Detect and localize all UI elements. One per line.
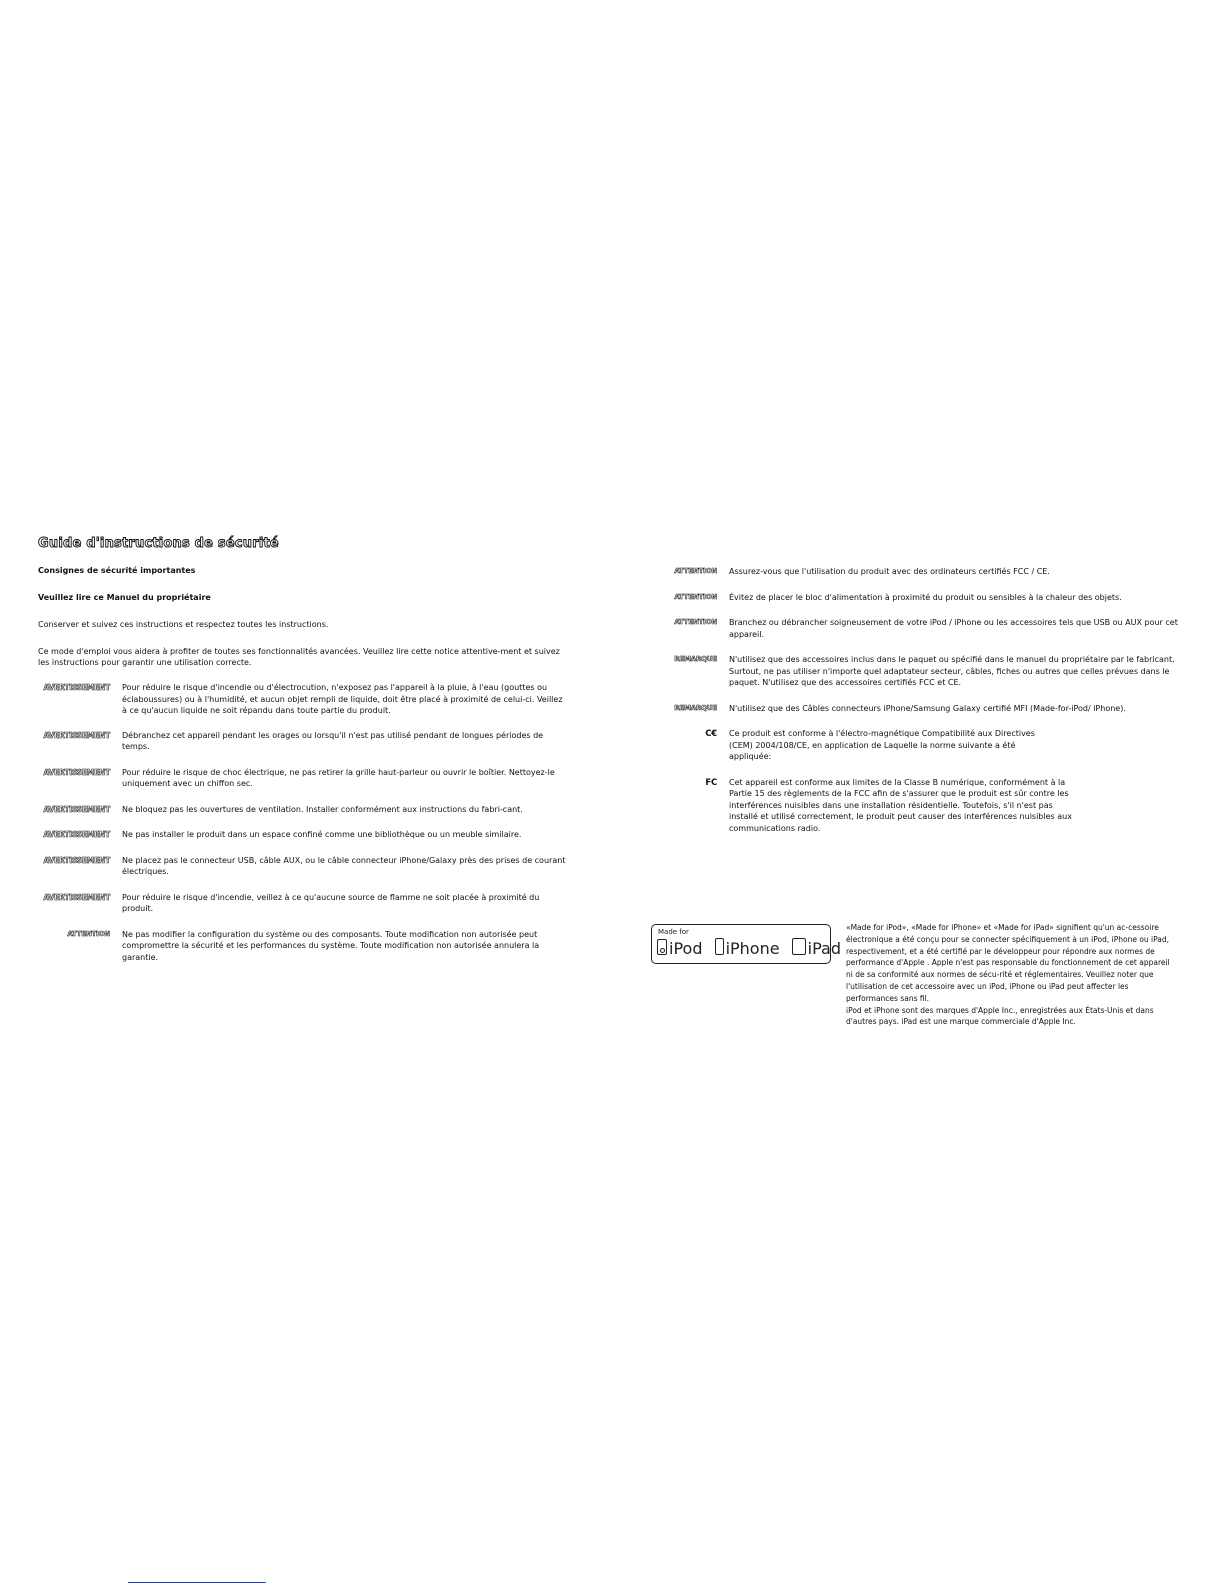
fcc-compliance-text: Cet appareil est conforme aux limites de la Classe B numérique, conformément à la Partie 15 des règlements de la FCC afin de s'assurer que le produit est sûr contre les interférences nuisibles dans une installation résidentielle. Toutefois, s'il n'est pas installé et utilisé correctement, le produit peut causer des interférences nuisibles aux communications radio. bbox=[729, 777, 1072, 833]
fcc-mark-icon: FC bbox=[705, 777, 717, 788]
mfi-paragraph: «Made for iPod», «Made for iPhone» et «Made for iPad» signifient qu'un ac-cessoire électronique a été conçu pour se connecter spécifiquement à un iPod, iPhone ou iPad, respectivement, et a été certifié par le développeur pour répondre aux normes de performance d'Apple . Apple n'est pas responsable du fonctionnement de cet appareil ni de sa conformité aux normes de sécu-rité et réglementaires. Veuillez noter que l'utilisation de cet accessoire avec un iPod, iPhone ou iPad peut affecter les performances sans fil. bbox=[846, 923, 1170, 1003]
attention-text: Branchez ou débrancher soigneusement de votre iPod / iPhone ou les accessoires tels que USB ou AUX pour cet appareil. bbox=[729, 618, 1178, 639]
ce-mark-icon: C€ bbox=[705, 729, 717, 739]
page-title: Guide d'instructions de sécurité bbox=[38, 536, 279, 551]
attention-label: ATTENTION bbox=[674, 592, 717, 601]
remark-label: REMARQUE bbox=[674, 655, 717, 663]
warning-text: Pour réduire le risque d'incendie, veillez à ce qu'aucune source de flamme ne soit placée à proximité du produit. bbox=[122, 892, 540, 913]
remark-text: N'utilisez que des Câbles connecteurs iPhone/Samsung Galaxy certifié MFI (Made-for-iPod/ iPhone). bbox=[729, 703, 1126, 713]
attention-text: Ne pas modifier la configuration du système ou des composants. Toute modification non autorisée peut compromettre la sécurité et les performances du système. Toute modification non autorisée annulera la garantie. bbox=[122, 929, 540, 962]
warning-text: Pour réduire le risque de choc électrique, ne pas retirer la grille haut-parleur ou ouvrir le boîtier. Nettoyez-le uniquement avec un chiffon sec. bbox=[122, 767, 555, 788]
ipad-icon bbox=[792, 938, 806, 955]
warning-label: AVERTISSEMENT bbox=[43, 892, 110, 902]
ce-compliance-text: Ce produit est conforme à l'électro-magnétique Compatibilité aux Directives (CEM) 2004/108/CE, en application de Laquelle la norme suivante a été appliquée: bbox=[729, 729, 1035, 761]
attention-text: Assurez-vous que l'utilisation du produit avec des ordinateurs certifiés FCC / CE. bbox=[729, 567, 1050, 576]
warning-row bbox=[38, 829, 568, 841]
attention-row bbox=[655, 592, 1185, 604]
attention-row bbox=[655, 617, 1185, 640]
warning-label: AVERTISSEMENT bbox=[43, 730, 110, 740]
warning-row bbox=[38, 855, 568, 878]
warning-row bbox=[38, 892, 568, 915]
attention-row bbox=[655, 566, 1185, 578]
warning-label: AVERTISSEMENT bbox=[43, 855, 110, 865]
attention-label: ATTENTION bbox=[674, 618, 717, 626]
warning-label: AVERTISSEMENT bbox=[43, 804, 110, 814]
warning-label: AVERTISSEMENT bbox=[43, 683, 110, 692]
remark-row bbox=[655, 654, 1185, 689]
attention-row bbox=[38, 929, 568, 964]
footer-link-line bbox=[128, 1582, 266, 1583]
remark-label: REMARQUE bbox=[674, 703, 717, 712]
iphone-icon bbox=[715, 938, 724, 955]
warning-row bbox=[38, 804, 568, 816]
warning-text: Débranchez cet appareil pendant les orages ou lorsqu'il n'est pas utilisé pendant de longues périodes de temps. bbox=[122, 730, 544, 751]
mfi-disclaimer bbox=[846, 922, 1176, 1028]
warning-text: Ne pas installer le produit dans un espace confiné comme une bibliothèque ou un meuble similaire. bbox=[122, 830, 522, 839]
warning-label: AVERTISSEMENT bbox=[43, 830, 110, 839]
warning-label: AVERTISSEMENT bbox=[43, 767, 110, 777]
intro-read-manual: Veuillez lire ce Manuel du propriétaire bbox=[38, 593, 211, 602]
ce-compliance-row bbox=[655, 728, 1185, 763]
attention-label: ATTENTION bbox=[67, 929, 110, 938]
intro-important: Consignes de sécurité importantes bbox=[38, 566, 196, 575]
device-ipod: iPod bbox=[669, 939, 703, 958]
fcc-compliance-row bbox=[655, 777, 1185, 835]
warning-row bbox=[38, 767, 568, 790]
made-for-apple-badge bbox=[651, 924, 842, 964]
intro-description: Ce mode d'emploi vous aidera à profiter de toutes ses fonctionnalités avancées. Veuillez lire cette notice attentive-ment et suivez les instructions pour garantir une utilisation correcte. bbox=[38, 647, 560, 667]
device-ipad: iPad bbox=[807, 939, 842, 958]
right-column bbox=[655, 566, 1185, 834]
warning-text: Ne bloquez pas les ouvertures de ventilation. Installer conformément aux instructions du fabri-cant. bbox=[122, 804, 523, 814]
device-iphone: iPhone bbox=[725, 939, 780, 958]
made-for-label: Made for bbox=[658, 928, 689, 936]
remark-text: N'utilisez que des accessoires inclus dans le paquet ou spécifié dans le manuel du propriétaire par le fabricant. Surtout, ne pas utiliser n'importe quel adaptateur secteur, câbles, fiches ou autres que celles prévues dans le paquet. N'utilisez que des accessoires certifiés FCC et CE. bbox=[729, 655, 1175, 687]
warning-text: Pour réduire le risque d'incendie ou d'électrocution, n'exposez pas l'appareil à la pluie, à l'eau (gouttes ou éclaboussures) ou à l'humidité, et aucun objet rempli de liquide, doit être placé à proximité de celui-ci. Veillez à ce qu'aucun liquide ne soit répandu dans toute partie du produit. bbox=[122, 683, 563, 715]
warning-row bbox=[38, 682, 568, 717]
intro-keep-instructions: Conserver et suivez ces instructions et respectez toutes les instructions. bbox=[38, 620, 329, 629]
warning-text: Ne placez pas le connecteur USB, câble AUX, ou le câble connecteur iPhone/Galaxy près des prises de courant électriques. bbox=[122, 855, 566, 876]
attention-label: ATTENTION bbox=[674, 567, 717, 575]
left-column bbox=[38, 536, 568, 963]
mfi-trademark: iPod et iPhone sont des marques d'Apple Inc., enregistrées aux États-Unis et dans d'autres pays. iPad est une marque commerciale d'Apple Inc. bbox=[846, 1005, 1154, 1027]
remark-row bbox=[655, 703, 1185, 715]
ipod-icon bbox=[657, 939, 667, 955]
warning-row bbox=[38, 730, 568, 753]
attention-text: Évitez de placer le bloc d'alimentation à proximité du produit ou sensibles à la chaleur des objets. bbox=[729, 592, 1122, 602]
